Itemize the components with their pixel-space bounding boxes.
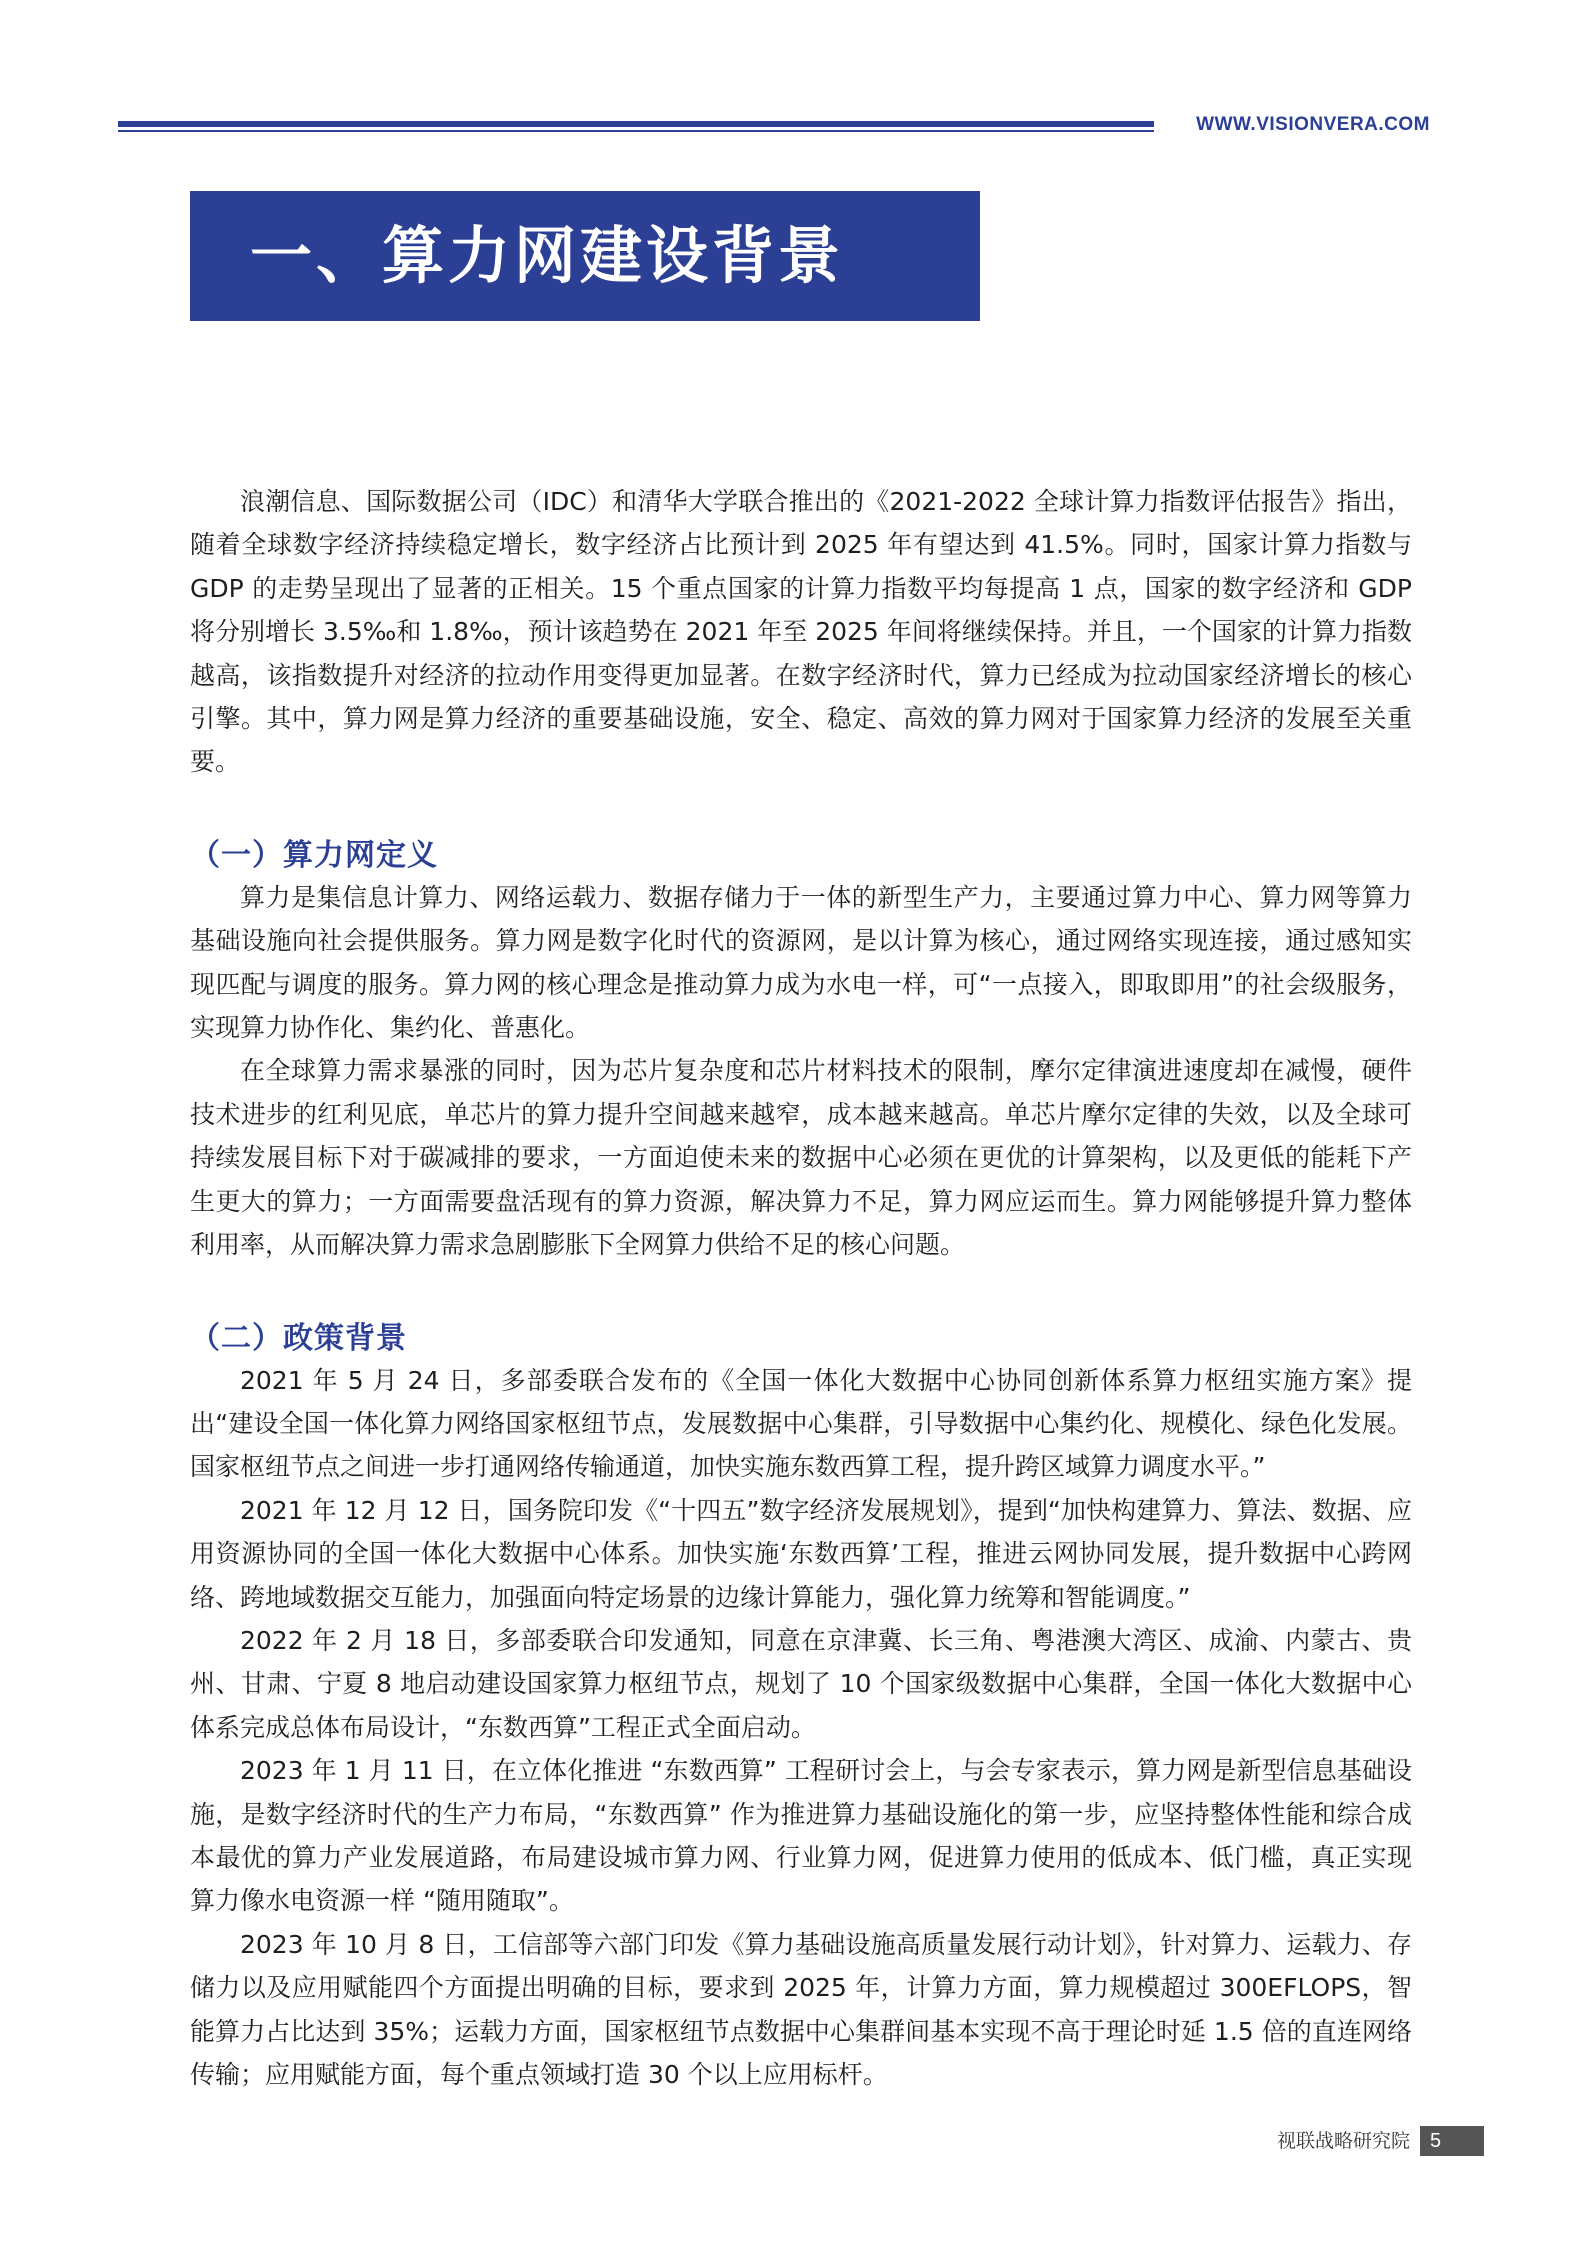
paragraph: 算力是集信息计算力、网络运载力、数据存储力于一体的新型生产力，主要通过算力中心、算力网等算力基础设施向社会提供服务。算力网是数字化时代的资源网，是以计算为核心，通过网络实现连接，通过感知实现匹配与调度的服务。算力网的核心理念是推动算力成为水电一样，可“一点接入，即取即用”的社会级服务，实现算力协作化、集约化、普惠化。 — [190, 882, 1412, 1043]
section-heading-definition: （一）算力网定义 — [190, 837, 438, 873]
paragraph: 2021 年 12 月 12 日，国务院印发《“十四五”数字经济发展规划》，提到“加快构建算力、算法、数据、应用资源协同的全国一体化大数据中心体系。加快实施‘东数西算’工程，推进云网协同发展，提升数据中心跨网络、跨地域数据交互能力，加强面向特定场景的边缘计算能力，强化算力统筹和智能调度。” — [190, 1495, 1412, 1612]
site-url: WWW.VISIONVERA.COM — [1196, 114, 1430, 135]
main-content — [190, 480, 1412, 2096]
chapter-title: 一、算力网建设背景 — [250, 219, 845, 292]
header-rule — [118, 121, 1154, 133]
paragraph: 在全球算力需求暴涨的同时，因为芯片复杂度和芯片材料技术的限制，摩尔定律演进速度却在减慢，硬件技术进步的红利见底，单芯片的算力提升空间越来越窄，成本越来越高。单芯片摩尔定律的失效，以及全球可持续发展目标下对于碳减排的要求，一方面迫使未来的数据中心必须在更优的计算架构，以及更低的能耗下产生更大的算力；一方面需要盘活现有的算力资源，解决算力不足，算力网应运而生。算力网能够提升算力整体利用率，从而解决算力需求急剧膨胀下全网算力供给不足的核心问题。 — [190, 1056, 1412, 1260]
section-heading-policy: （二）政策背景 — [190, 1320, 407, 1356]
page-number: 5 — [1420, 2126, 1484, 2156]
paragraph: 2023 年 10 月 8 日，工信部等六部门印发《算力基础设施高质量发展行动计划》，针对算力、运载力、存储力以及应用赋能四个方面提出明确的目标，要求到 2025 年，计算力方面，算力规模超过 300EFLOPS，智能算力占比达到 35%；运载力方面，国家枢纽节点数据中心集群间基本实现不高于理论时延 1.5 倍的直连网络传输；应用赋能方面，每个重点领域打造 30 个以上应用标杆。 — [190, 1929, 1412, 2089]
paragraph: 2022 年 2 月 18 日，多部委联合印发通知，同意在京津冀、长三角、粤港澳大湾区、成渝、内蒙古、贵州、甘肃、宁夏 8 地启动建设国家算力枢纽节点，规划了 10 个国家级数据中心集群，全国一体化大数据中心体系完成总体布局设计，“东数西算”工程正式全面启动。 — [190, 1625, 1412, 1742]
footer-label: 视联战略研究院 — [1276, 2130, 1410, 2152]
header-rule-thick — [118, 121, 1154, 127]
header-rule-thin — [118, 130, 1154, 132]
chapter-title-banner — [190, 191, 980, 321]
intro-paragraph: 浪潮信息、国际数据公司（IDC）和清华大学联合推出的《2021-2022 全球计算力指数评估报告》指出，随着全球数字经济持续稳定增长，数字经济占比预计到 2025 年有望达到 41.5%。同时，国家计算力指数与 GDP 的走势呈现出了显著的正相关。15 个重点国家的计算力指数平均每提高 1 点，国家的数字经济和 GDP 将分别增长 3.5‰和 1.8‰，预计该趋势在 2021 年至 2025 年间将继续保持。并且，一个国家的计算力指数越高，该指数提升对经济的拉动作用变得更加显著。在数字经济时代，算力已经成为拉动国家经济增长的核心引擎。其中，算力网是算力经济的重要基础设施，安全、稳定、高效的算力网对于国家算力经济的发展至关重要。 — [190, 487, 1412, 777]
paragraph: 2021 年 5 月 24 日，多部委联合发布的《全国一体化大数据中心协同创新体系算力枢纽实施方案》提出“建设全国一体化算力网络国家枢纽节点，发展数据中心集群，引导数据中心集约化、规模化、绿色化发展。国家枢纽节点之间进一步打通网络传输通道，加快实施东数西算工程，提升跨区域算力调度水平。” — [190, 1365, 1412, 1482]
paragraph: 2023 年 1 月 11 日，在立体化推进 “东数西算” 工程研讨会上，与会专家表示，算力网是新型信息基础设施，是数字经济时代的生产力布局，“东数西算” 作为推进算力基础设施化的第一步，应坚持整体性能和综合成本最优的算力产业发展道路，布局建设城市算力网、行业算力网，促进算力使用的低成本、低门槛，真正实现算力像水电资源一样 “随用随取”。 — [190, 1756, 1412, 1916]
